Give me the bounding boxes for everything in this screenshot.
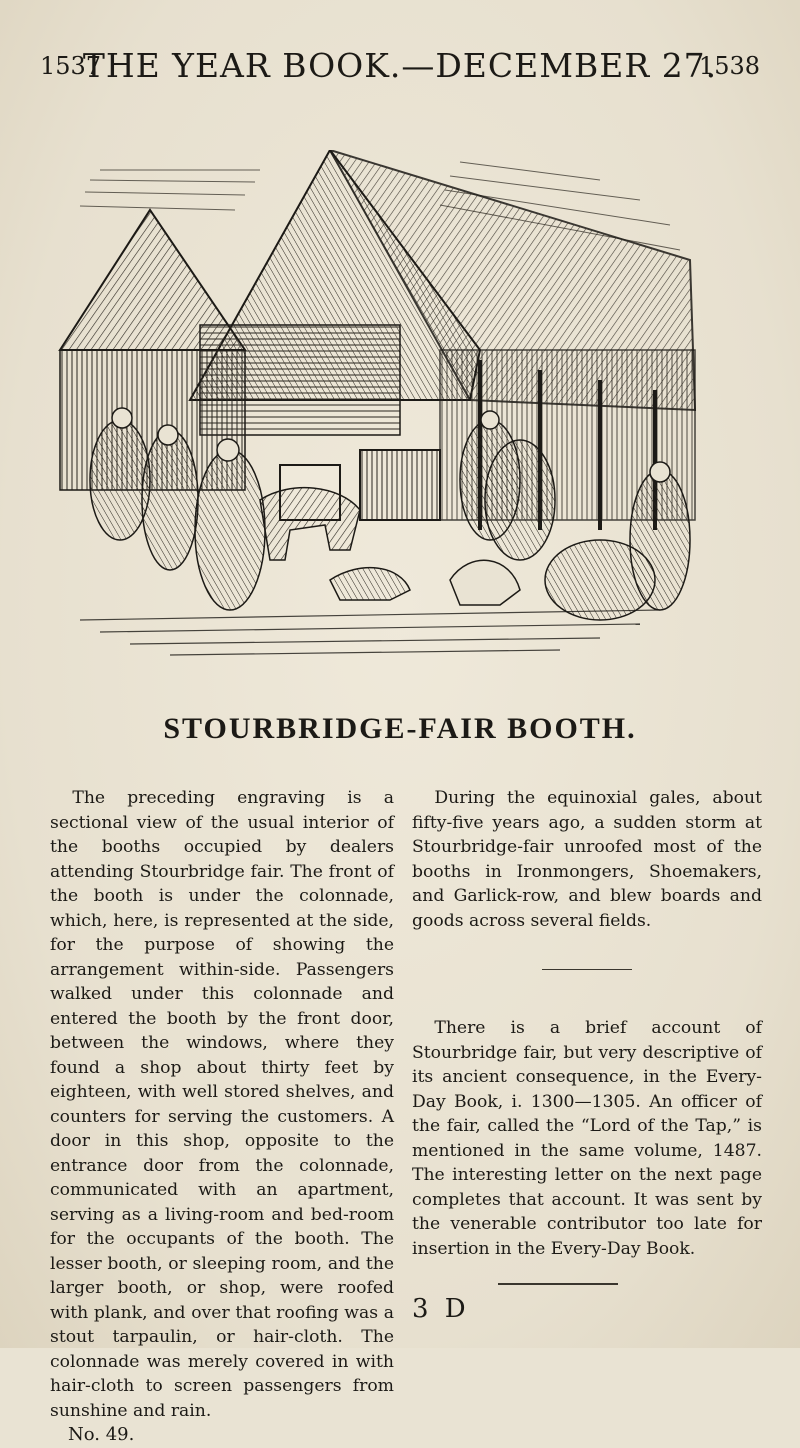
engraving-illustration [40,150,700,670]
section-divider [542,969,632,970]
right-page-number: 1538 [698,52,760,80]
illustration-caption: STOURBRIDGE-FAIR BOOTH. [163,712,637,745]
left-page-number: 1537 [40,52,102,80]
right-column [412,786,762,1325]
right-paragraph-2: There is a brief account of Stourbridge fair, but very descriptive of its ancient consequence, in the Every-Day Book, i. 1300—1305. An officer of the fair, called the “Lord of the Tap,” is mentioned in the same volume, 1487. The interesting letter on the next page completes that account. It was sent by the venerable contributor too late for insertion in the Every-Day Book. [412,1018,762,1259]
page-header [40,40,760,90]
number-mark: No. 49. [68,1424,135,1445]
signature-mark: 3 D [412,1294,470,1324]
end-rule [498,1283,618,1285]
left-column [50,786,394,1448]
left-paragraph: The preceding engraving is a sectional view of the usual interior of the booths occupied by dealers attending Stourbridge fair. The front of the booth is under the colonnade, which, here, is represented at the side, for the purpose of showing the arrangement within-side. Passengers walked under this colonnade and entered the booth by the front door, between the windows, where they found a shop about thirty feet by eighteen, with well stored shelves, and counters for serving the customers. A door in this shop, opposite to the entrance door from the colonnade, communicated with an apartment, serving as a living-room and bed-room for the occupants of the booth. The lesser booth, or sleeping room, and the larger booth, or shop, were roofed with plank, and over that roofing was a stout tarpaulin, or hair-cloth. The colonnade was merely covered in with hair-cloth to screen passengers from sunshine and rain. [50,788,394,1421]
running-title: THE YEAR BOOK.—DECEMBER 27. [82,46,718,85]
right-paragraph-1: During the equinoxial gales, about fifty-five years ago, a sudden storm at Stourbridge-fair unroofed most of the booths in Ironmongers, Shoemakers, and Garlick-row, and blew boards and goods across several fields. [412,788,762,931]
